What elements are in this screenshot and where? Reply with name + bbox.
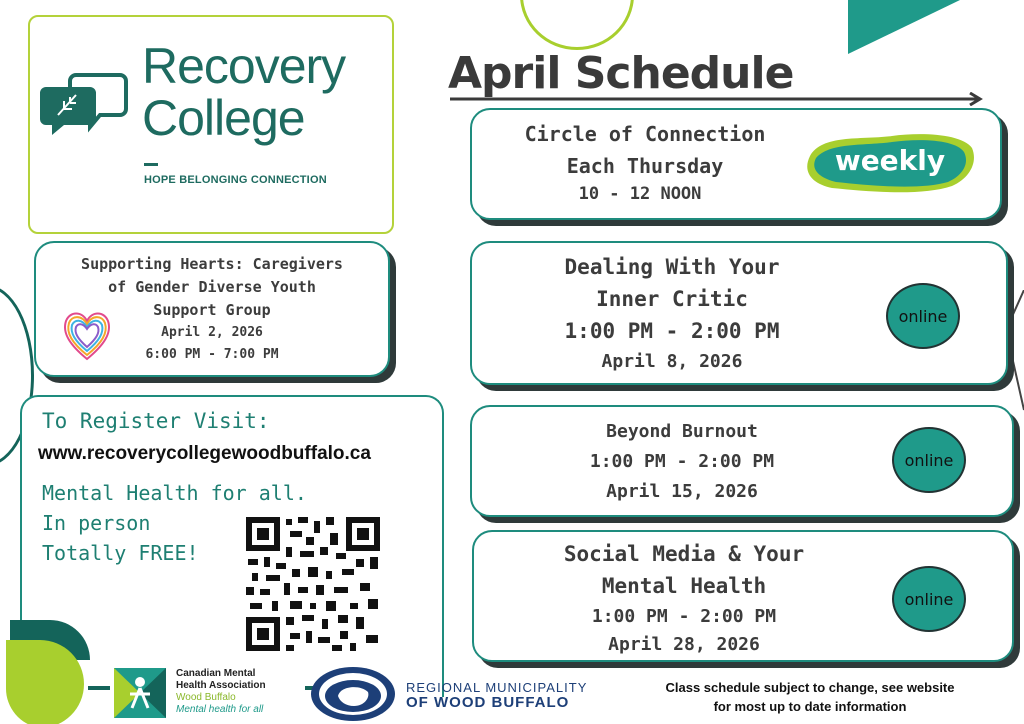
session-card — [472, 530, 1014, 662]
cmha-figure-icon — [114, 668, 166, 718]
register-url-link[interactable]: www.recoverycollegewoodbuffalo.ca — [38, 443, 371, 464]
weekly-session-time: 10 - 12 NOON — [578, 184, 702, 204]
online-badge: online — [886, 283, 960, 349]
session-time: 1:00 PM - 2:00 PM — [589, 451, 775, 472]
session-time: 1:00 PM - 2:00 PM — [564, 319, 780, 343]
session-title-line1: Social Media & Your — [563, 542, 805, 566]
session-time: 1:00 PM - 2:00 PM — [591, 606, 777, 627]
weekly-session-title: Circle of Connection — [524, 122, 766, 146]
session-date: April 28, 2026 — [608, 634, 760, 655]
rmwb-logo — [310, 664, 610, 724]
weekly-badge-label: weekly — [834, 144, 946, 177]
session-date: April 15, 2026 — [606, 481, 758, 502]
session-card — [470, 241, 1008, 385]
cmha-line1: Canadian Mental — [176, 668, 256, 679]
session-title-line1: Beyond Burnout — [606, 421, 758, 442]
rainbow-heart-icon — [60, 307, 114, 363]
page-title: April Schedule — [448, 48, 794, 99]
session-card — [470, 405, 1014, 517]
support-group-title-line2: of Gender Diverse Youth — [108, 278, 316, 296]
cmha-line2: Health Association — [176, 680, 266, 691]
support-group-title-line3: Support Group — [153, 301, 271, 319]
decorative-circle — [520, 0, 634, 50]
session-title-line2: Inner Critic — [596, 287, 748, 311]
arrow-right-icon — [450, 92, 986, 106]
logo-box — [28, 15, 394, 234]
logo-divider — [144, 163, 158, 166]
weekly-session-card — [470, 108, 1002, 220]
support-group-date: April 2, 2026 — [161, 325, 263, 340]
online-badge: online — [892, 427, 966, 493]
footer-note-line1: Class schedule subject to change, see website — [665, 680, 955, 695]
register-line1: Mental Health for all. — [42, 481, 307, 505]
session-date: April 8, 2026 — [601, 351, 743, 372]
session-title-line1: Dealing With Your — [564, 255, 780, 279]
bison-emblem-icon — [310, 666, 396, 722]
decorative-leaf-shapes — [0, 620, 110, 724]
decorative-triangle — [848, 0, 960, 54]
support-group-time: 6:00 PM - 7:00 PM — [145, 347, 279, 362]
rmwb-line1: REGIONAL MUNICIPALITY — [406, 680, 588, 695]
qr-code-icon[interactable] — [246, 517, 380, 651]
footer-note-line2: for most up to date information — [713, 699, 907, 714]
logo-title-line1: Recovery — [142, 38, 346, 94]
register-label: To Register Visit: — [42, 409, 270, 433]
online-badge: online — [892, 566, 966, 632]
support-group-title-line1: Supporting Hearts: Caregivers — [81, 255, 343, 273]
weekly-session-day: Each Thursday — [566, 154, 724, 178]
speech-bubbles-icon — [40, 65, 132, 137]
session-title-line2: Mental Health — [601, 574, 767, 598]
register-line2: In person — [42, 511, 151, 535]
cmha-logo — [110, 664, 305, 724]
cmha-line4: Mental health for all — [176, 704, 264, 715]
logo-tagline: HOPE BELONGING CONNECTION — [144, 174, 327, 186]
cmha-line3: Wood Buffalo — [176, 692, 236, 703]
rmwb-line2: OF WOOD BUFFALO — [406, 694, 570, 711]
support-group-card — [34, 241, 390, 377]
register-line3: Totally FREE! — [42, 541, 199, 565]
logo-title-line2: College — [142, 90, 305, 146]
weekly-badge — [802, 126, 978, 202]
